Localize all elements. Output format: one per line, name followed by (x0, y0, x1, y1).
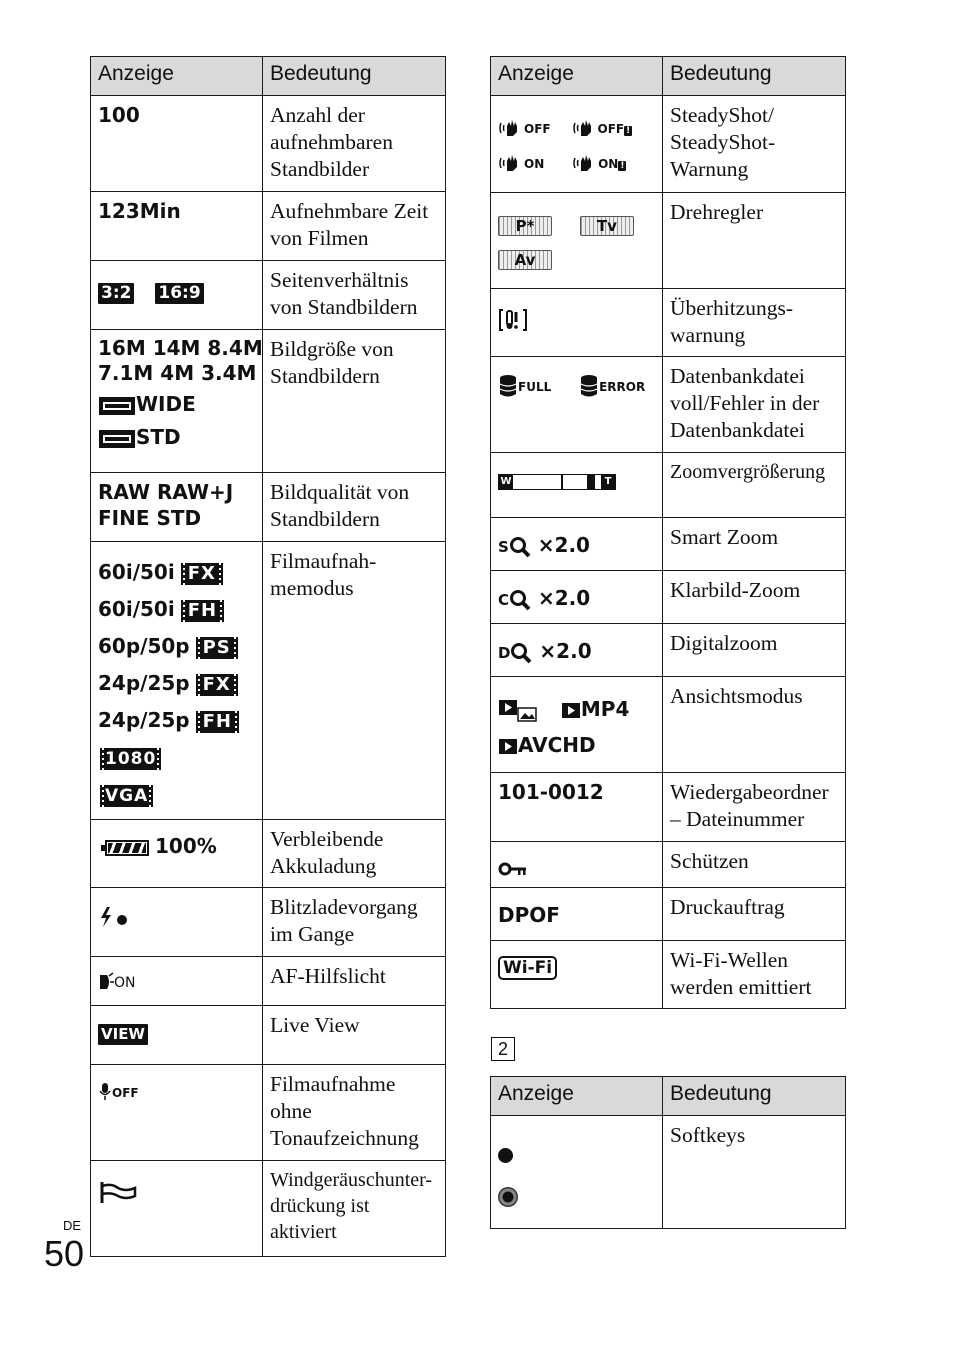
indicator-cell (491, 571, 663, 624)
movie-mode-line (98, 702, 255, 739)
indicator-cell (91, 330, 263, 473)
header-anzeige: Anzeige (91, 57, 263, 96)
flash-charging-icon (98, 906, 132, 928)
table-header-row (491, 1077, 846, 1116)
movie-format-badge: 1080 (100, 748, 161, 770)
play-icon (561, 702, 581, 720)
zoom-type-letter: D (498, 644, 511, 662)
header-anzeige: Anzeige (491, 57, 663, 96)
magnifier-icon (509, 589, 531, 611)
image-size-line: 7.1M 4M 3.4M (98, 361, 257, 385)
meaning-cell: Wiedergabeordner – Dateinummer (663, 773, 846, 842)
mic-off-label: OFF (112, 1086, 139, 1100)
steadyshot-off-warn-label: OFF (597, 122, 625, 136)
header-bedeutung: Bedeutung (663, 57, 846, 96)
zoom-type-letter: C (498, 591, 510, 609)
indicator-cell (91, 192, 263, 261)
steadyshot-off-label: OFF (524, 122, 551, 136)
header-bedeutung: Bedeutung (663, 1077, 846, 1116)
indicator-cell (91, 1065, 263, 1161)
table-header-row (491, 57, 846, 96)
dial-icon: Tv (580, 216, 634, 236)
indicator-cell (491, 1116, 663, 1229)
movie-mode-line (98, 591, 255, 628)
table-row (91, 957, 446, 1006)
meaning-cell: Filmaufnahme ohne Tonaufzeichnung (263, 1065, 446, 1161)
indicator-cell (91, 820, 263, 888)
steadyshot-icon (498, 153, 524, 173)
meaning-cell: Zoomvergrößerung (663, 453, 846, 518)
meaning-cell: Bildqualität von Standbildern (263, 473, 446, 542)
indicator-cell (491, 453, 663, 518)
indicator-cell (91, 96, 263, 192)
meaning-cell: Blitzladevorgang im Gange (263, 888, 446, 957)
magnifier-icon (509, 536, 531, 558)
indicator-cell (91, 473, 263, 542)
zoom-bar (498, 474, 616, 490)
movie-mode-label: 60i/50i (98, 597, 175, 621)
meaning-cell: Klarbild-Zoom (663, 571, 846, 624)
avchd-label: AVCHD (518, 733, 596, 757)
meaning-cell: Druckauftrag (663, 888, 846, 941)
aspect-badge: 3:2 (98, 283, 134, 304)
indicator-cell (491, 773, 663, 842)
live-view-badge: VIEW (98, 1024, 148, 1045)
panorama-std (98, 425, 255, 450)
table-row (91, 1006, 446, 1065)
movie-mode-line (98, 554, 255, 591)
wifi-icon: Wi-Fi (498, 956, 557, 980)
zoom-value: ×2.0 (537, 586, 591, 610)
mp4-label: MP4 (580, 697, 630, 721)
movie-mode-label: 24p/25p (98, 671, 190, 695)
zoom-value: ×2.0 (539, 639, 592, 663)
meaning-cell: Drehregler (663, 193, 846, 289)
right-indicator-table (490, 56, 846, 1009)
indicator-cell (491, 289, 663, 357)
table-row (91, 820, 446, 888)
header-anzeige: Anzeige (491, 1077, 663, 1116)
wind-noise-icon (98, 1180, 138, 1204)
zoom-indicator (587, 475, 595, 489)
indicator-cell (91, 261, 263, 330)
movie-mode-line (98, 665, 255, 702)
table-row (91, 1065, 446, 1161)
warning-icon: ! (620, 161, 625, 171)
key-icon (498, 861, 528, 877)
mic-off-icon (98, 1082, 112, 1102)
movie-mode-label: 60i/50i (98, 560, 175, 584)
view-mode-line (498, 691, 655, 727)
softkey-dot-icon (498, 1148, 513, 1163)
movie-mode-line (98, 776, 255, 813)
indicator-cell (491, 842, 663, 888)
table-row (491, 518, 846, 571)
meaning-cell: Wi-Fi-Wellen werden emittiert (663, 941, 846, 1009)
zoom-value: ×2.0 (537, 533, 590, 557)
table-row (491, 773, 846, 842)
meaning-cell: Anzahl der aufnehmbaren Standbilder (263, 96, 446, 192)
dpof-label: DPOF (498, 903, 560, 927)
movie-format-badge: PS (196, 637, 238, 659)
meaning-cell: Seitenverhältnis von Standbildern (263, 261, 446, 330)
page-language: DE (63, 1218, 82, 1233)
table-row (91, 888, 446, 957)
softkey-line (498, 1178, 655, 1222)
view-mode-line (498, 727, 655, 763)
movie-format-badge: VGA (100, 785, 153, 807)
meaning-cell: SteadyShot/ SteadyShot-Warnung (663, 96, 846, 193)
steadyshot-icon (572, 153, 598, 173)
meaning-cell: Windgeräuschunter-drückung ist aktiviert (263, 1161, 446, 1257)
zoom-type-letter: S (498, 538, 509, 556)
indicator-cell (491, 888, 663, 941)
section-marker: 2 (491, 1037, 515, 1061)
meaning-cell: Live View (263, 1006, 446, 1065)
table-row (91, 96, 446, 192)
meaning-cell: Digitalzoom (663, 624, 846, 677)
indicator-cell (491, 96, 663, 193)
movie-mode-line (98, 739, 255, 776)
image-size-line: 16M 14M 8.4M (98, 336, 263, 360)
indicator-cell (491, 193, 663, 289)
panorama-icon (98, 428, 136, 450)
page-number: 50 (44, 1233, 85, 1274)
indicator-cell (91, 957, 263, 1006)
battery-icon (105, 840, 149, 856)
play-folder-icon (498, 699, 540, 723)
indicator-cell (491, 941, 663, 1009)
wide-label: WIDE (136, 392, 196, 416)
zoom-tele-label: T (601, 475, 615, 489)
movie-format-badge: FX (181, 563, 223, 585)
table-row (491, 941, 846, 1009)
header-bedeutung: Bedeutung (263, 57, 446, 96)
indicator-cell (91, 542, 263, 820)
table-row (491, 888, 846, 941)
af-illuminator-icon (98, 972, 114, 992)
steadyshot-line (498, 145, 655, 180)
movie-format-badge: FH (181, 600, 224, 622)
indicator-cell (491, 624, 663, 677)
database-icon (579, 374, 599, 398)
db-full-label: FULL (518, 380, 552, 394)
left-indicator-table (90, 56, 446, 1257)
folder-file-number: 101-0012 (498, 780, 604, 804)
movie-time: 123Min (98, 199, 181, 223)
table-row (91, 542, 446, 820)
steadyshot-on-warn-label: ON (598, 157, 619, 171)
panorama-wide (98, 392, 255, 417)
table-row (91, 330, 446, 473)
control-wheel-icon (498, 1187, 518, 1207)
panorama-icon (98, 395, 136, 417)
indicator-cell (91, 888, 263, 957)
table-row (491, 624, 846, 677)
steadyshot-line (498, 110, 655, 145)
table-row (91, 1161, 446, 1257)
indicator-cell (91, 1006, 263, 1065)
dial-line (498, 207, 655, 241)
indicator-cell (491, 357, 663, 453)
movie-format-badge: FX (196, 674, 238, 696)
quality-line: RAW RAW+J (98, 480, 234, 504)
meaning-cell: Aufnehmbare Zeit von Filmen (263, 192, 446, 261)
shot-count: 100 (98, 103, 140, 127)
database-icon (498, 374, 518, 398)
dial-icon: Av (498, 250, 552, 270)
steadyshot-icon (498, 118, 524, 138)
dial-icon: P* (498, 216, 552, 236)
play-icon (498, 738, 518, 756)
indicator-cell (491, 677, 663, 773)
steadyshot-on-label: ON (524, 157, 545, 171)
aspect-badge: 16:9 (155, 283, 203, 304)
softkey-table (490, 1076, 846, 1229)
movie-mode-label: 60p/50p (98, 634, 190, 658)
overheat-icon (498, 308, 528, 332)
table-row (91, 192, 446, 261)
meaning-cell: Smart Zoom (663, 518, 846, 571)
meaning-cell: Überhitzungs-warnung (663, 289, 846, 357)
magnifier-icon (510, 642, 532, 664)
movie-mode-label: 24p/25p (98, 708, 190, 732)
meaning-cell: Verbleibende Akkuladung (263, 820, 446, 888)
af-on-label: ON (114, 975, 136, 991)
dial-line (498, 241, 655, 275)
std-label: STD (136, 425, 181, 449)
meaning-cell: AF-Hilfslicht (263, 957, 446, 1006)
table-row (491, 1116, 846, 1229)
meaning-cell: Schützen (663, 842, 846, 888)
warning-icon: ! (626, 126, 631, 136)
meaning-cell: Filmaufnah-memodus (263, 542, 446, 820)
indicator-cell (491, 518, 663, 571)
table-row (91, 261, 446, 330)
table-row (491, 96, 846, 193)
db-error-label: ERROR (599, 380, 646, 394)
zoom-marker (561, 475, 563, 489)
softkey-line (498, 1134, 655, 1178)
indicator-cell (91, 1161, 263, 1257)
table-row (491, 571, 846, 624)
meaning-cell: Bildgröße von Standbildern (263, 330, 446, 473)
movie-format-badge: FH (196, 711, 239, 733)
steadyshot-icon (572, 118, 598, 138)
meaning-cell: Softkeys (663, 1116, 846, 1229)
movie-mode-line (98, 628, 255, 665)
table-row (491, 357, 846, 453)
battery-percent: 100% (155, 834, 217, 858)
table-row (491, 193, 846, 289)
table-row (491, 453, 846, 518)
meaning-cell: Datenbankdatei voll/Fehler in der Datenbankdatei (663, 357, 846, 453)
table-row (491, 289, 846, 357)
quality-line: FINE STD (98, 506, 202, 530)
table-row (91, 473, 446, 542)
table-row (491, 677, 846, 773)
table-header-row (91, 57, 446, 96)
zoom-wide-label: W (500, 475, 512, 487)
table-row (491, 842, 846, 888)
meaning-cell: Ansichtsmodus (663, 677, 846, 773)
